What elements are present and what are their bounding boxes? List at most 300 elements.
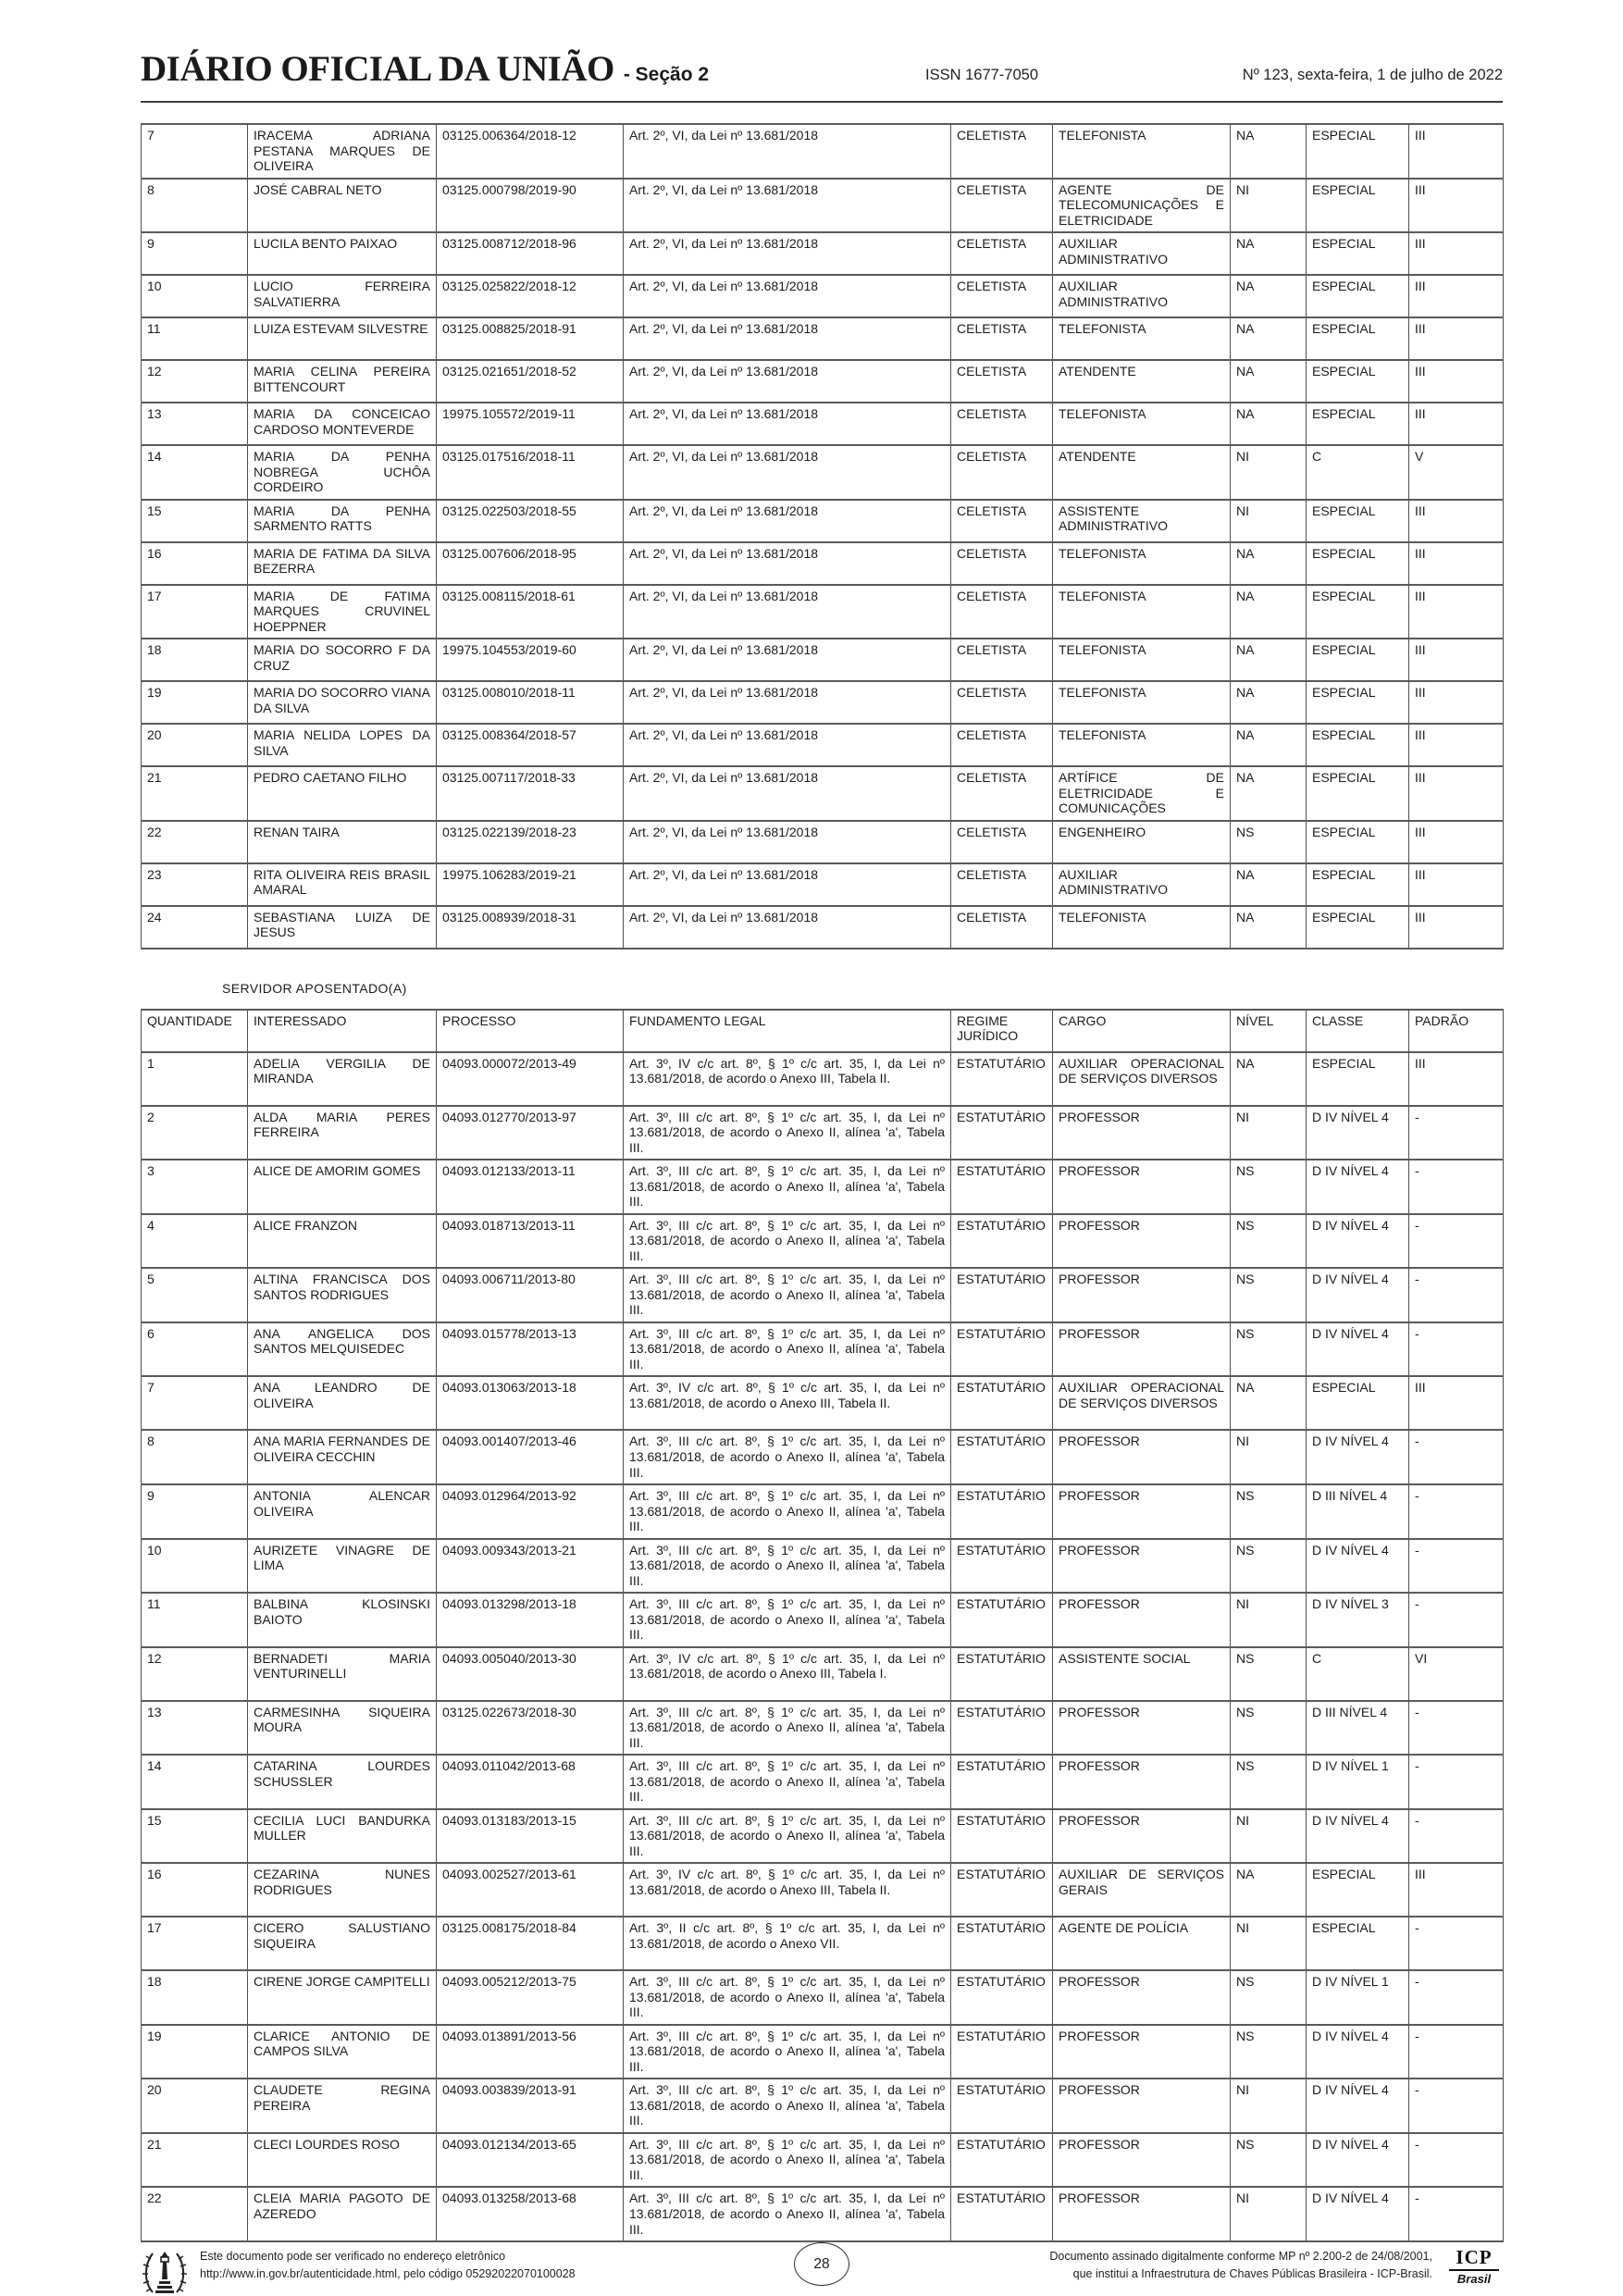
cell-classe: ESPECIAL xyxy=(1307,821,1409,863)
cell-interessado: MARIA DA CONCEICAO CARDOSO MONTEVERDE xyxy=(248,403,437,445)
cell-nivel: NA xyxy=(1231,360,1307,403)
cell-cargo: PROFESSOR xyxy=(1053,1809,1231,1864)
cell-classe: D III NÍVEL 4 xyxy=(1307,1701,1409,1756)
section-label-servidor-aposentado: SERVIDOR APOSENTADO(A) xyxy=(222,980,407,996)
cell-interessado: ALTINA FRANCISCA DOS SANTOS RODRIGUES xyxy=(248,1268,437,1322)
cell-fundamento-legal: Art. 3º, IV c/c art. 8º, § 1º c/c art. 35, I, da Lei nº 13.681/2018, de acordo o Anexo III, Tabela II. xyxy=(624,1863,951,1917)
table-row xyxy=(142,1755,1504,1809)
cell-fundamento-legal: Art. 3º, IV c/c art. 8º, § 1º c/c art. 35, I, da Lei nº 13.681/2018, de acordo o Anexo III, Tabela I. xyxy=(624,1647,951,1701)
cell-nivel: NS xyxy=(1231,1214,1307,1269)
table-row xyxy=(142,1430,1504,1484)
cell-padrao: III xyxy=(1409,724,1504,766)
icp-brasil-logo xyxy=(1445,2248,1503,2286)
cell-cargo: AGENTE DE TELECOMUNICAÇÕES E ELETRICIDADE xyxy=(1053,179,1231,233)
cell-quantidade: 18 xyxy=(142,1970,248,2025)
cell-nivel: NA xyxy=(1231,639,1307,681)
cell-padrao: - xyxy=(1409,1268,1504,1322)
cell-interessado: BERNADETI MARIA VENTURINELLI xyxy=(248,1647,437,1701)
cell-regime-juridico: ESTATUTÁRIO xyxy=(951,2025,1053,2079)
cell-padrao: III xyxy=(1409,403,1504,445)
cell-processo: 04093.012133/2013-11 xyxy=(437,1160,624,1214)
cell-cargo: ATENDENTE xyxy=(1053,445,1231,500)
column-header: INTERESSADO xyxy=(248,1010,437,1052)
cell-processo: 04093.013891/2013-56 xyxy=(437,2025,624,2079)
table-row xyxy=(142,821,1504,863)
table-row xyxy=(142,232,1504,275)
cell-cargo: AUXILIAR DE SERVIÇOS GERAIS xyxy=(1053,1863,1231,1917)
cell-interessado: ADELIA VERGILIA DE MIRANDA xyxy=(248,1052,437,1106)
cell-quantidade: 11 xyxy=(142,317,248,360)
table-row xyxy=(142,1917,1504,1970)
cell-cargo: TELEFONISTA xyxy=(1053,124,1231,179)
cell-processo: 04093.012964/2013-92 xyxy=(437,1484,624,1539)
cell-fundamento-legal: Art. 3º, III c/c art. 8º, § 1º c/c art. 35, I, da Lei nº 13.681/2018, de acordo o Anexo II, alínea 'a', Tabela III. xyxy=(624,1593,951,1647)
cell-cargo: PROFESSOR xyxy=(1053,1430,1231,1484)
cell-nivel: NS xyxy=(1231,1755,1307,1809)
cell-classe: ESPECIAL xyxy=(1307,275,1409,317)
cell-nivel: NA xyxy=(1231,403,1307,445)
cell-classe: ESPECIAL xyxy=(1307,542,1409,585)
cell-interessado: RENAN TAIRA xyxy=(248,821,437,863)
cell-processo: 03125.021651/2018-52 xyxy=(437,360,624,403)
table-row xyxy=(142,1268,1504,1322)
cell-cargo: AUXILIAR ADMINISTRATIVO xyxy=(1053,863,1231,906)
cell-fundamento-legal: Art. 2º, VI, da Lei nº 13.681/2018 xyxy=(624,500,951,542)
cell-classe: ESPECIAL xyxy=(1307,500,1409,542)
cell-cargo: TELEFONISTA xyxy=(1053,403,1231,445)
table-row xyxy=(142,1322,1504,1377)
cell-padrao: III xyxy=(1409,821,1504,863)
cell-classe: D IV NÍVEL 4 xyxy=(1307,1809,1409,1864)
cell-regime-juridico: ESTATUTÁRIO xyxy=(951,1863,1053,1917)
cell-processo: 04093.005212/2013-75 xyxy=(437,1970,624,2025)
cell-processo: 03125.008939/2018-31 xyxy=(437,906,624,949)
cell-processo: 03125.008010/2018-11 xyxy=(437,681,624,724)
cell-processo: 04093.000072/2013-49 xyxy=(437,1052,624,1106)
cell-regime-juridico: CELETISTA xyxy=(951,232,1053,275)
cell-classe: ESPECIAL xyxy=(1307,179,1409,233)
cell-padrao: - xyxy=(1409,1106,1504,1160)
cell-regime-juridico: CELETISTA xyxy=(951,821,1053,863)
table-row xyxy=(142,681,1504,724)
cell-interessado: CICERO SALUSTIANO SIQUEIRA xyxy=(248,1917,437,1970)
signature-text-line1: Documento assinado digitalmente conforme MP nº 2.200-2 de 24/08/2001, xyxy=(1049,2250,1432,2264)
cell-nivel: NI xyxy=(1231,1593,1307,1647)
cell-regime-juridico: CELETISTA xyxy=(951,585,1053,639)
cell-quantidade: 10 xyxy=(142,275,248,317)
cell-classe: D IV NÍVEL 4 xyxy=(1307,1268,1409,1322)
cell-classe: D IV NÍVEL 4 xyxy=(1307,1106,1409,1160)
cell-quantidade: 2 xyxy=(142,1106,248,1160)
cell-fundamento-legal: Art. 2º, VI, da Lei nº 13.681/2018 xyxy=(624,360,951,403)
cell-processo: 03125.008364/2018-57 xyxy=(437,724,624,766)
cell-regime-juridico: CELETISTA xyxy=(951,179,1053,233)
cell-cargo: PROFESSOR xyxy=(1053,2079,1231,2133)
cell-fundamento-legal: Art. 3º, III c/c art. 8º, § 1º c/c art. 35, I, da Lei nº 13.681/2018, de acordo o Anexo II, alínea 'a', Tabela III. xyxy=(624,2079,951,2133)
cell-cargo: PROFESSOR xyxy=(1053,1484,1231,1539)
edition-date: Nº 123, sexta-feira, 1 de julho de 2022 xyxy=(1242,67,1503,83)
cell-padrao: - xyxy=(1409,1539,1504,1594)
signature-block xyxy=(1049,2248,1503,2286)
icp-logo-text: ICP xyxy=(1456,2246,1493,2269)
cell-processo: 04093.011042/2013-68 xyxy=(437,1755,624,1809)
cell-fundamento-legal: Art. 2º, VI, da Lei nº 13.681/2018 xyxy=(624,232,951,275)
cell-nivel: NS xyxy=(1231,2133,1307,2188)
cell-processo: 03125.007606/2018-95 xyxy=(437,542,624,585)
cell-processo: 03125.025822/2018-12 xyxy=(437,275,624,317)
cell-nivel: NI xyxy=(1231,500,1307,542)
cell-classe: ESPECIAL xyxy=(1307,639,1409,681)
cell-regime-juridico: ESTATUTÁRIO xyxy=(951,1755,1053,1809)
table-row xyxy=(142,360,1504,403)
cell-fundamento-legal: Art. 2º, VI, da Lei nº 13.681/2018 xyxy=(624,766,951,821)
cell-padrao: III xyxy=(1409,232,1504,275)
table-row xyxy=(142,585,1504,639)
table-row xyxy=(142,403,1504,445)
cell-processo: 03125.008115/2018-61 xyxy=(437,585,624,639)
cell-nivel: NI xyxy=(1231,1917,1307,1970)
table-row xyxy=(142,1647,1504,1701)
cell-regime-juridico: ESTATUTÁRIO xyxy=(951,1052,1053,1106)
cell-padrao: - xyxy=(1409,1593,1504,1647)
cell-interessado: CARMESINHA SIQUEIRA MOURA xyxy=(248,1701,437,1756)
cell-regime-juridico: ESTATUTÁRIO xyxy=(951,1484,1053,1539)
cell-cargo: TELEFONISTA xyxy=(1053,724,1231,766)
cell-nivel: NS xyxy=(1231,1160,1307,1214)
cell-padrao: - xyxy=(1409,2079,1504,2133)
table-row xyxy=(142,639,1504,681)
column-header: FUNDAMENTO LEGAL xyxy=(624,1010,951,1052)
cell-quantidade: 1 xyxy=(142,1052,248,1106)
cell-cargo: PROFESSOR xyxy=(1053,1593,1231,1647)
cell-padrao: III xyxy=(1409,639,1504,681)
cell-nivel: NA xyxy=(1231,863,1307,906)
column-header: PADRÃO xyxy=(1409,1010,1504,1052)
table-row xyxy=(142,2079,1504,2133)
cell-quantidade: 22 xyxy=(142,2187,248,2241)
cell-regime-juridico: ESTATUTÁRIO xyxy=(951,1593,1053,1647)
cell-quantidade: 8 xyxy=(142,179,248,233)
cell-cargo: PROFESSOR xyxy=(1053,1539,1231,1594)
cell-regime-juridico: ESTATUTÁRIO xyxy=(951,2133,1053,2188)
cell-interessado: CLAUDETE REGINA PEREIRA xyxy=(248,2079,437,2133)
cell-processo: 03125.022503/2018-55 xyxy=(437,500,624,542)
icp-logo-subtext: Brasil xyxy=(1456,2272,1492,2287)
cell-padrao: - xyxy=(1409,1430,1504,1484)
cell-quantidade: 12 xyxy=(142,360,248,403)
page-footer xyxy=(141,2242,1503,2296)
table-row xyxy=(142,1970,1504,2025)
cell-regime-juridico: CELETISTA xyxy=(951,445,1053,500)
cell-fundamento-legal: Art. 3º, III c/c art. 8º, § 1º c/c art. 35, I, da Lei nº 13.681/2018, de acordo o Anexo II, alínea 'a', Tabela III. xyxy=(624,2133,951,2188)
cell-cargo: TELEFONISTA xyxy=(1053,681,1231,724)
cell-quantidade: 20 xyxy=(142,2079,248,2133)
cell-classe: D IV NÍVEL 4 xyxy=(1307,2187,1409,2241)
cell-regime-juridico: CELETISTA xyxy=(951,906,1053,949)
cell-nivel: NA xyxy=(1231,275,1307,317)
cell-interessado: MARIA DO SOCORRO VIANA DA SILVA xyxy=(248,681,437,724)
cell-interessado: AURIZETE VINAGRE DE LIMA xyxy=(248,1539,437,1594)
cell-processo: 04093.009343/2013-21 xyxy=(437,1539,624,1594)
cell-nivel: NS xyxy=(1231,1539,1307,1594)
cell-padrao: - xyxy=(1409,2187,1504,2241)
cell-quantidade: 11 xyxy=(142,1593,248,1647)
cell-interessado: CEZARINA NUNES RODRIGUES xyxy=(248,1863,437,1917)
cell-interessado: MARIA DA PENHA SARMENTO RATTS xyxy=(248,500,437,542)
cell-processo: 19975.106283/2019-21 xyxy=(437,863,624,906)
table-row xyxy=(142,1539,1504,1594)
cell-cargo: PROFESSOR xyxy=(1053,1701,1231,1756)
page-number-badge xyxy=(794,2242,849,2286)
table-row xyxy=(142,1701,1504,1756)
cell-fundamento-legal: Art. 3º, IV c/c art. 8º, § 1º c/c art. 35, I, da Lei nº 13.681/2018, de acordo o Anexo III, Tabela II. xyxy=(624,1052,951,1106)
cell-regime-juridico: ESTATUTÁRIO xyxy=(951,2079,1053,2133)
column-header: CARGO xyxy=(1053,1010,1231,1052)
cell-nivel: NS xyxy=(1231,821,1307,863)
cell-padrao: III xyxy=(1409,766,1504,821)
table-row xyxy=(142,1809,1504,1864)
cell-nivel: NA xyxy=(1231,906,1307,949)
cell-processo: 04093.013258/2013-68 xyxy=(437,2187,624,2241)
cell-nivel: NI xyxy=(1231,1809,1307,1864)
cell-quantidade: 16 xyxy=(142,542,248,585)
cell-padrao: III xyxy=(1409,179,1504,233)
cell-padrao: III xyxy=(1409,360,1504,403)
cell-processo: 04093.001407/2013-46 xyxy=(437,1430,624,1484)
column-header: QUANTIDADE xyxy=(142,1010,248,1052)
cell-regime-juridico: CELETISTA xyxy=(951,542,1053,585)
table-row xyxy=(142,1376,1504,1430)
cell-regime-juridico: ESTATUTÁRIO xyxy=(951,1539,1053,1594)
cell-padrao: III xyxy=(1409,863,1504,906)
cell-regime-juridico: ESTATUTÁRIO xyxy=(951,1430,1053,1484)
cell-cargo: PROFESSOR xyxy=(1053,2133,1231,2188)
cell-nivel: NS xyxy=(1231,1701,1307,1756)
cell-quantidade: 19 xyxy=(142,681,248,724)
table-row xyxy=(142,317,1504,360)
celetista-table-body xyxy=(142,124,1504,949)
cell-classe: C xyxy=(1307,1647,1409,1701)
cell-cargo: ASSISTENTE SOCIAL xyxy=(1053,1647,1231,1701)
cell-classe: ESPECIAL xyxy=(1307,124,1409,179)
cell-fundamento-legal: Art. 2º, VI, da Lei nº 13.681/2018 xyxy=(624,681,951,724)
cell-classe: D IV NÍVEL 4 xyxy=(1307,2025,1409,2079)
cell-classe: D IV NÍVEL 4 xyxy=(1307,1539,1409,1594)
cell-quantidade: 7 xyxy=(142,1376,248,1430)
cell-processo: 03125.000798/2019-90 xyxy=(437,179,624,233)
table-row xyxy=(142,766,1504,821)
cell-cargo: ARTÍFICE DE ELETRICIDADE E COMUNICAÇÕES xyxy=(1053,766,1231,821)
cell-padrao: - xyxy=(1409,1809,1504,1864)
cell-interessado: ALICE DE AMORIM GOMES xyxy=(248,1160,437,1214)
verification-text-line1: Este documento pode ser verificado no endereço eletrônico xyxy=(200,2250,506,2264)
cell-regime-juridico: CELETISTA xyxy=(951,639,1053,681)
cell-quantidade: 15 xyxy=(142,500,248,542)
cell-cargo: ASSISTENTE ADMINISTRATIVO xyxy=(1053,500,1231,542)
table-row xyxy=(142,1214,1504,1269)
cell-cargo: PROFESSOR xyxy=(1053,1755,1231,1809)
cell-padrao: III xyxy=(1409,500,1504,542)
cell-interessado: CECILIA LUCI BANDURKA MULLER xyxy=(248,1809,437,1864)
cell-interessado: ALICE FRANZON xyxy=(248,1214,437,1269)
cell-classe: ESPECIAL xyxy=(1307,1376,1409,1430)
cell-processo: 04093.006711/2013-80 xyxy=(437,1268,624,1322)
cell-padrao: III xyxy=(1409,275,1504,317)
table-row xyxy=(142,2187,1504,2241)
table-row xyxy=(142,1593,1504,1647)
table-row xyxy=(142,179,1504,233)
table-row xyxy=(142,1106,1504,1160)
cell-processo: 04093.003839/2013-91 xyxy=(437,2079,624,2133)
cell-quantidade: 20 xyxy=(142,724,248,766)
cell-interessado: CIRENE JORGE CAMPITELLI xyxy=(248,1970,437,2025)
cell-regime-juridico: CELETISTA xyxy=(951,403,1053,445)
cell-nivel: NI xyxy=(1231,2079,1307,2133)
cell-padrao: - xyxy=(1409,1484,1504,1539)
cell-interessado: IRACEMA ADRIANA PESTANA MARQUES DE OLIVEIRA xyxy=(248,124,437,179)
table-row xyxy=(142,500,1504,542)
cell-processo: 04093.013183/2013-15 xyxy=(437,1809,624,1864)
cell-cargo: PROFESSOR xyxy=(1053,1322,1231,1377)
cell-nivel: NI xyxy=(1231,179,1307,233)
cell-cargo: PROFESSOR xyxy=(1053,1970,1231,2025)
cell-fundamento-legal: Art. 3º, III c/c art. 8º, § 1º c/c art. 35, I, da Lei nº 13.681/2018, de acordo o Anexo II, alínea 'a', Tabela III. xyxy=(624,1268,951,1322)
servidor-aposentado-table-body xyxy=(142,1052,1504,2241)
servidor-aposentado-table xyxy=(141,1009,1504,2242)
cell-classe: ESPECIAL xyxy=(1307,724,1409,766)
cell-fundamento-legal: Art. 3º, III c/c art. 8º, § 1º c/c art. 35, I, da Lei nº 13.681/2018, de acordo o Anexo II, alínea 'a', Tabela III. xyxy=(624,2025,951,2079)
cell-cargo: ENGENHEIRO xyxy=(1053,821,1231,863)
cell-interessado: ANTONIA ALENCAR OLIVEIRA xyxy=(248,1484,437,1539)
cell-regime-juridico: ESTATUTÁRIO xyxy=(951,1970,1053,2025)
cell-cargo: PROFESSOR xyxy=(1053,2025,1231,2079)
cell-interessado: ANA MARIA FERNANDES DE OLIVEIRA CECCHIN xyxy=(248,1430,437,1484)
cell-fundamento-legal: Art. 2º, VI, da Lei nº 13.681/2018 xyxy=(624,179,951,233)
cell-nivel: NS xyxy=(1231,1970,1307,2025)
cell-padrao: - xyxy=(1409,1322,1504,1377)
cell-regime-juridico: CELETISTA xyxy=(951,766,1053,821)
cell-classe: ESPECIAL xyxy=(1307,681,1409,724)
cell-interessado: LUCILA BENTO PAIXAO xyxy=(248,232,437,275)
column-header: PROCESSO xyxy=(437,1010,624,1052)
cell-regime-juridico: ESTATUTÁRIO xyxy=(951,1160,1053,1214)
cell-interessado: MARIA CELINA PEREIRA BITTENCOURT xyxy=(248,360,437,403)
cell-classe: D IV NÍVEL 4 xyxy=(1307,1322,1409,1377)
cell-fundamento-legal: Art. 3º, III c/c art. 8º, § 1º c/c art. 35, I, da Lei nº 13.681/2018, de acordo o Anexo II, alínea 'a', Tabela III. xyxy=(624,1322,951,1377)
cell-nivel: NA xyxy=(1231,585,1307,639)
cell-padrao: III xyxy=(1409,1376,1504,1430)
cell-quantidade: 8 xyxy=(142,1430,248,1484)
table-row xyxy=(142,724,1504,766)
cell-interessado: ALDA MARIA PERES FERREIRA xyxy=(248,1106,437,1160)
cell-processo: 03125.022139/2018-23 xyxy=(437,821,624,863)
cell-fundamento-legal: Art. 2º, VI, da Lei nº 13.681/2018 xyxy=(624,542,951,585)
cell-nivel: NI xyxy=(1231,1106,1307,1160)
cell-quantidade: 7 xyxy=(142,124,248,179)
cell-padrao: III xyxy=(1409,1863,1504,1917)
cell-padrao: V xyxy=(1409,445,1504,500)
cell-padrao: VI xyxy=(1409,1647,1504,1701)
cell-cargo: TELEFONISTA xyxy=(1053,639,1231,681)
cell-padrao: - xyxy=(1409,2025,1504,2079)
cell-classe: ESPECIAL xyxy=(1307,1052,1409,1106)
cell-classe: ESPECIAL xyxy=(1307,317,1409,360)
cell-quantidade: 17 xyxy=(142,585,248,639)
cell-padrao: III xyxy=(1409,906,1504,949)
cell-quantidade: 14 xyxy=(142,1755,248,1809)
cell-fundamento-legal: Art. 2º, VI, da Lei nº 13.681/2018 xyxy=(624,124,951,179)
cell-nivel: NS xyxy=(1231,2025,1307,2079)
cell-interessado: CLEIA MARIA PAGOTO DE AZEREDO xyxy=(248,2187,437,2241)
cell-nivel: NA xyxy=(1231,542,1307,585)
cell-fundamento-legal: Art. 3º, IV c/c art. 8º, § 1º c/c art. 35, I, da Lei nº 13.681/2018, de acordo o Anexo III, Tabela II. xyxy=(624,1376,951,1430)
cell-regime-juridico: ESTATUTÁRIO xyxy=(951,1917,1053,1970)
cell-padrao: III xyxy=(1409,681,1504,724)
cell-regime-juridico: CELETISTA xyxy=(951,360,1053,403)
cell-processo: 03125.022673/2018-30 xyxy=(437,1701,624,1756)
cell-padrao: III xyxy=(1409,585,1504,639)
cell-classe: D IV NÍVEL 4 xyxy=(1307,1160,1409,1214)
column-header: CLASSE xyxy=(1307,1010,1409,1052)
cell-fundamento-legal: Art. 3º, III c/c art. 8º, § 1º c/c art. 35, I, da Lei nº 13.681/2018, de acordo o Anexo II, alínea 'a', Tabela III. xyxy=(624,1809,951,1864)
cell-cargo: AUXILIAR ADMINISTRATIVO xyxy=(1053,275,1231,317)
cell-classe: D IV NÍVEL 4 xyxy=(1307,2133,1409,2188)
cell-regime-juridico: CELETISTA xyxy=(951,124,1053,179)
cell-nivel: NS xyxy=(1231,1322,1307,1377)
cell-fundamento-legal: Art. 3º, III c/c art. 8º, § 1º c/c art. 35, I, da Lei nº 13.681/2018, de acordo o Anexo II, alínea 'a', Tabela III. xyxy=(624,1755,951,1809)
cell-regime-juridico: CELETISTA xyxy=(951,500,1053,542)
cell-regime-juridico: CELETISTA xyxy=(951,275,1053,317)
cell-cargo: PROFESSOR xyxy=(1053,1268,1231,1322)
table-row xyxy=(142,124,1504,179)
cell-regime-juridico: ESTATUTÁRIO xyxy=(951,1322,1053,1377)
cell-classe: D IV NÍVEL 1 xyxy=(1307,1755,1409,1809)
cell-classe: ESPECIAL xyxy=(1307,1863,1409,1917)
cell-fundamento-legal: Art. 2º, VI, da Lei nº 13.681/2018 xyxy=(624,724,951,766)
column-header: REGIME JURÍDICO xyxy=(951,1010,1053,1052)
cell-classe: D IV NÍVEL 1 xyxy=(1307,1970,1409,2025)
cell-nivel: NI xyxy=(1231,1430,1307,1484)
cell-nivel: NA xyxy=(1231,1376,1307,1430)
cell-classe: ESPECIAL xyxy=(1307,863,1409,906)
cell-cargo: AUXILIAR OPERACIONAL DE SERVIÇOS DIVERSOS xyxy=(1053,1052,1231,1106)
cell-processo: 04093.002527/2013-61 xyxy=(437,1863,624,1917)
table-row xyxy=(142,2133,1504,2188)
page-number: 28 xyxy=(813,2255,830,2272)
cell-fundamento-legal: Art. 3º, III c/c art. 8º, § 1º c/c art. 35, I, da Lei nº 13.681/2018, de acordo o Anexo II, alínea 'a', Tabela III. xyxy=(624,2187,951,2241)
cell-classe: ESPECIAL xyxy=(1307,232,1409,275)
cell-quantidade: 3 xyxy=(142,1160,248,1214)
cell-nivel: NA xyxy=(1231,232,1307,275)
cell-processo: 04093.005040/2013-30 xyxy=(437,1647,624,1701)
cell-nivel: NA xyxy=(1231,317,1307,360)
cell-quantidade: 5 xyxy=(142,1268,248,1322)
cell-processo: 03125.008825/2018-91 xyxy=(437,317,624,360)
icp-logo-divider xyxy=(1449,2269,1499,2271)
cell-cargo: PROFESSOR xyxy=(1053,2187,1231,2241)
cell-padrao: III xyxy=(1409,317,1504,360)
cell-nivel: NS xyxy=(1231,1268,1307,1322)
cell-cargo: TELEFONISTA xyxy=(1053,906,1231,949)
cell-fundamento-legal: Art. 2º, VI, da Lei nº 13.681/2018 xyxy=(624,585,951,639)
cell-fundamento-legal: Art. 3º, III c/c art. 8º, § 1º c/c art. 35, I, da Lei nº 13.681/2018, de acordo o Anexo II, alínea 'a', Tabela III. xyxy=(624,1970,951,2025)
cell-padrao: III xyxy=(1409,1052,1504,1106)
cell-fundamento-legal: Art. 2º, VI, da Lei nº 13.681/2018 xyxy=(624,317,951,360)
cell-quantidade: 13 xyxy=(142,403,248,445)
cell-fundamento-legal: Art. 3º, II c/c art. 8º, § 1º c/c art. 35, I, da Lei nº 13.681/2018, de acordo o Anexo VII. xyxy=(624,1917,951,1970)
cell-processo: 03125.007117/2018-33 xyxy=(437,766,624,821)
cell-padrao: - xyxy=(1409,1917,1504,1970)
